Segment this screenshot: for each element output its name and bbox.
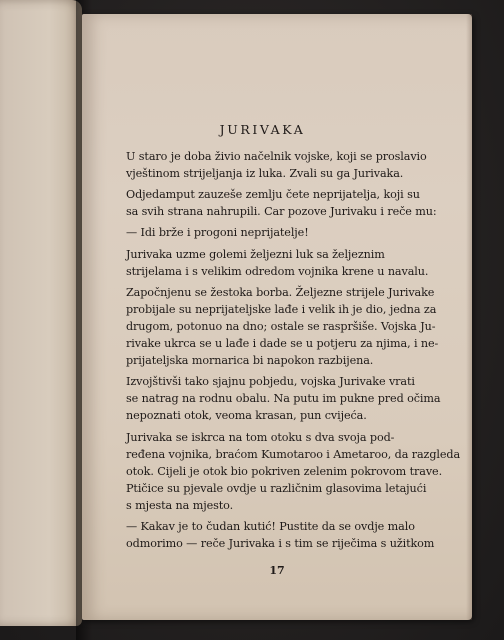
text-line: s mjesta na mjesto. bbox=[126, 498, 234, 512]
text-line: Odjedamput zauzeše zemlju čete neprijatelja, koji su bbox=[126, 188, 420, 202]
text-line: probijale su neprijateljske lađe i velik ih je dio, jedna za bbox=[126, 302, 437, 316]
text-line: Jurivaka uzme golemi željezni luk sa željeznim bbox=[126, 247, 385, 261]
text-line: sa svih strana nahrupili. Car pozove Jurivaku i reče mu: bbox=[126, 205, 437, 219]
text-line: se natrag na rodnu obalu. Na putu im pukne pred očima bbox=[126, 392, 441, 406]
text-line: — Idi brže i progoni neprijatelje! bbox=[126, 226, 309, 240]
text-line: otok. Cijeli je otok bio pokriven zelenim pokrovom trave. bbox=[126, 464, 443, 478]
paragraph bbox=[110, 186, 437, 220]
paragraph bbox=[110, 429, 461, 514]
text-line: U staro je doba živio načelnik vojske, koji se proslavio bbox=[126, 150, 427, 164]
text-line: nepoznati otok, veoma krasan, pun cvijeća. bbox=[126, 409, 367, 423]
text-line: ređena vojnika, braćom Kumotaroo i Ametaroo, da razgleda bbox=[126, 447, 461, 461]
text-line: prijateljska mornarica bi napokon razbijena. bbox=[126, 354, 374, 368]
text-line: rivake ukrca se u lađe i dade se u potjeru za njima, i ne- bbox=[126, 337, 439, 351]
text-line: drugom, potonuo na dno; ostale se raspršiše. Vojska Ju- bbox=[126, 319, 436, 333]
text-line: Izvojštivši tako sjajnu pobjedu, vojska Jurivake vrati bbox=[126, 375, 415, 389]
text-block bbox=[110, 121, 461, 556]
paragraph bbox=[110, 518, 435, 552]
page-edge bbox=[466, 14, 472, 620]
paragraph bbox=[110, 246, 429, 280]
paragraph bbox=[110, 373, 441, 424]
left-page bbox=[0, 0, 82, 626]
text-line: strijelama i s velikim odredom vojnika krene u navalu. bbox=[126, 264, 429, 278]
text-line: Jurivaka se iskrca na tom otoku s dva svoja pod- bbox=[126, 430, 395, 444]
paragraph bbox=[110, 224, 415, 241]
paragraph bbox=[110, 148, 427, 182]
text-line: Ptičice su pjevale ovdje u različnim glasovima letajući bbox=[126, 481, 427, 495]
text-line: Započnjenu se žestoka borba. Željezne strijele Jurivake bbox=[126, 285, 435, 299]
text-line: odmorimo — reče Jurivaka i s tim se riječima s užitkom bbox=[126, 537, 435, 551]
chapter-title: JURIVAKA bbox=[219, 122, 306, 137]
right-page bbox=[82, 14, 472, 620]
page-number: 17 bbox=[269, 564, 285, 577]
paragraph bbox=[110, 284, 439, 369]
text-line: — Kakav je to čudan kutić! Pustite da se ovdje malo bbox=[126, 519, 415, 533]
text-line: vještinom strijeljanja iz luka. Zvali su ga Jurivaka. bbox=[126, 167, 404, 181]
